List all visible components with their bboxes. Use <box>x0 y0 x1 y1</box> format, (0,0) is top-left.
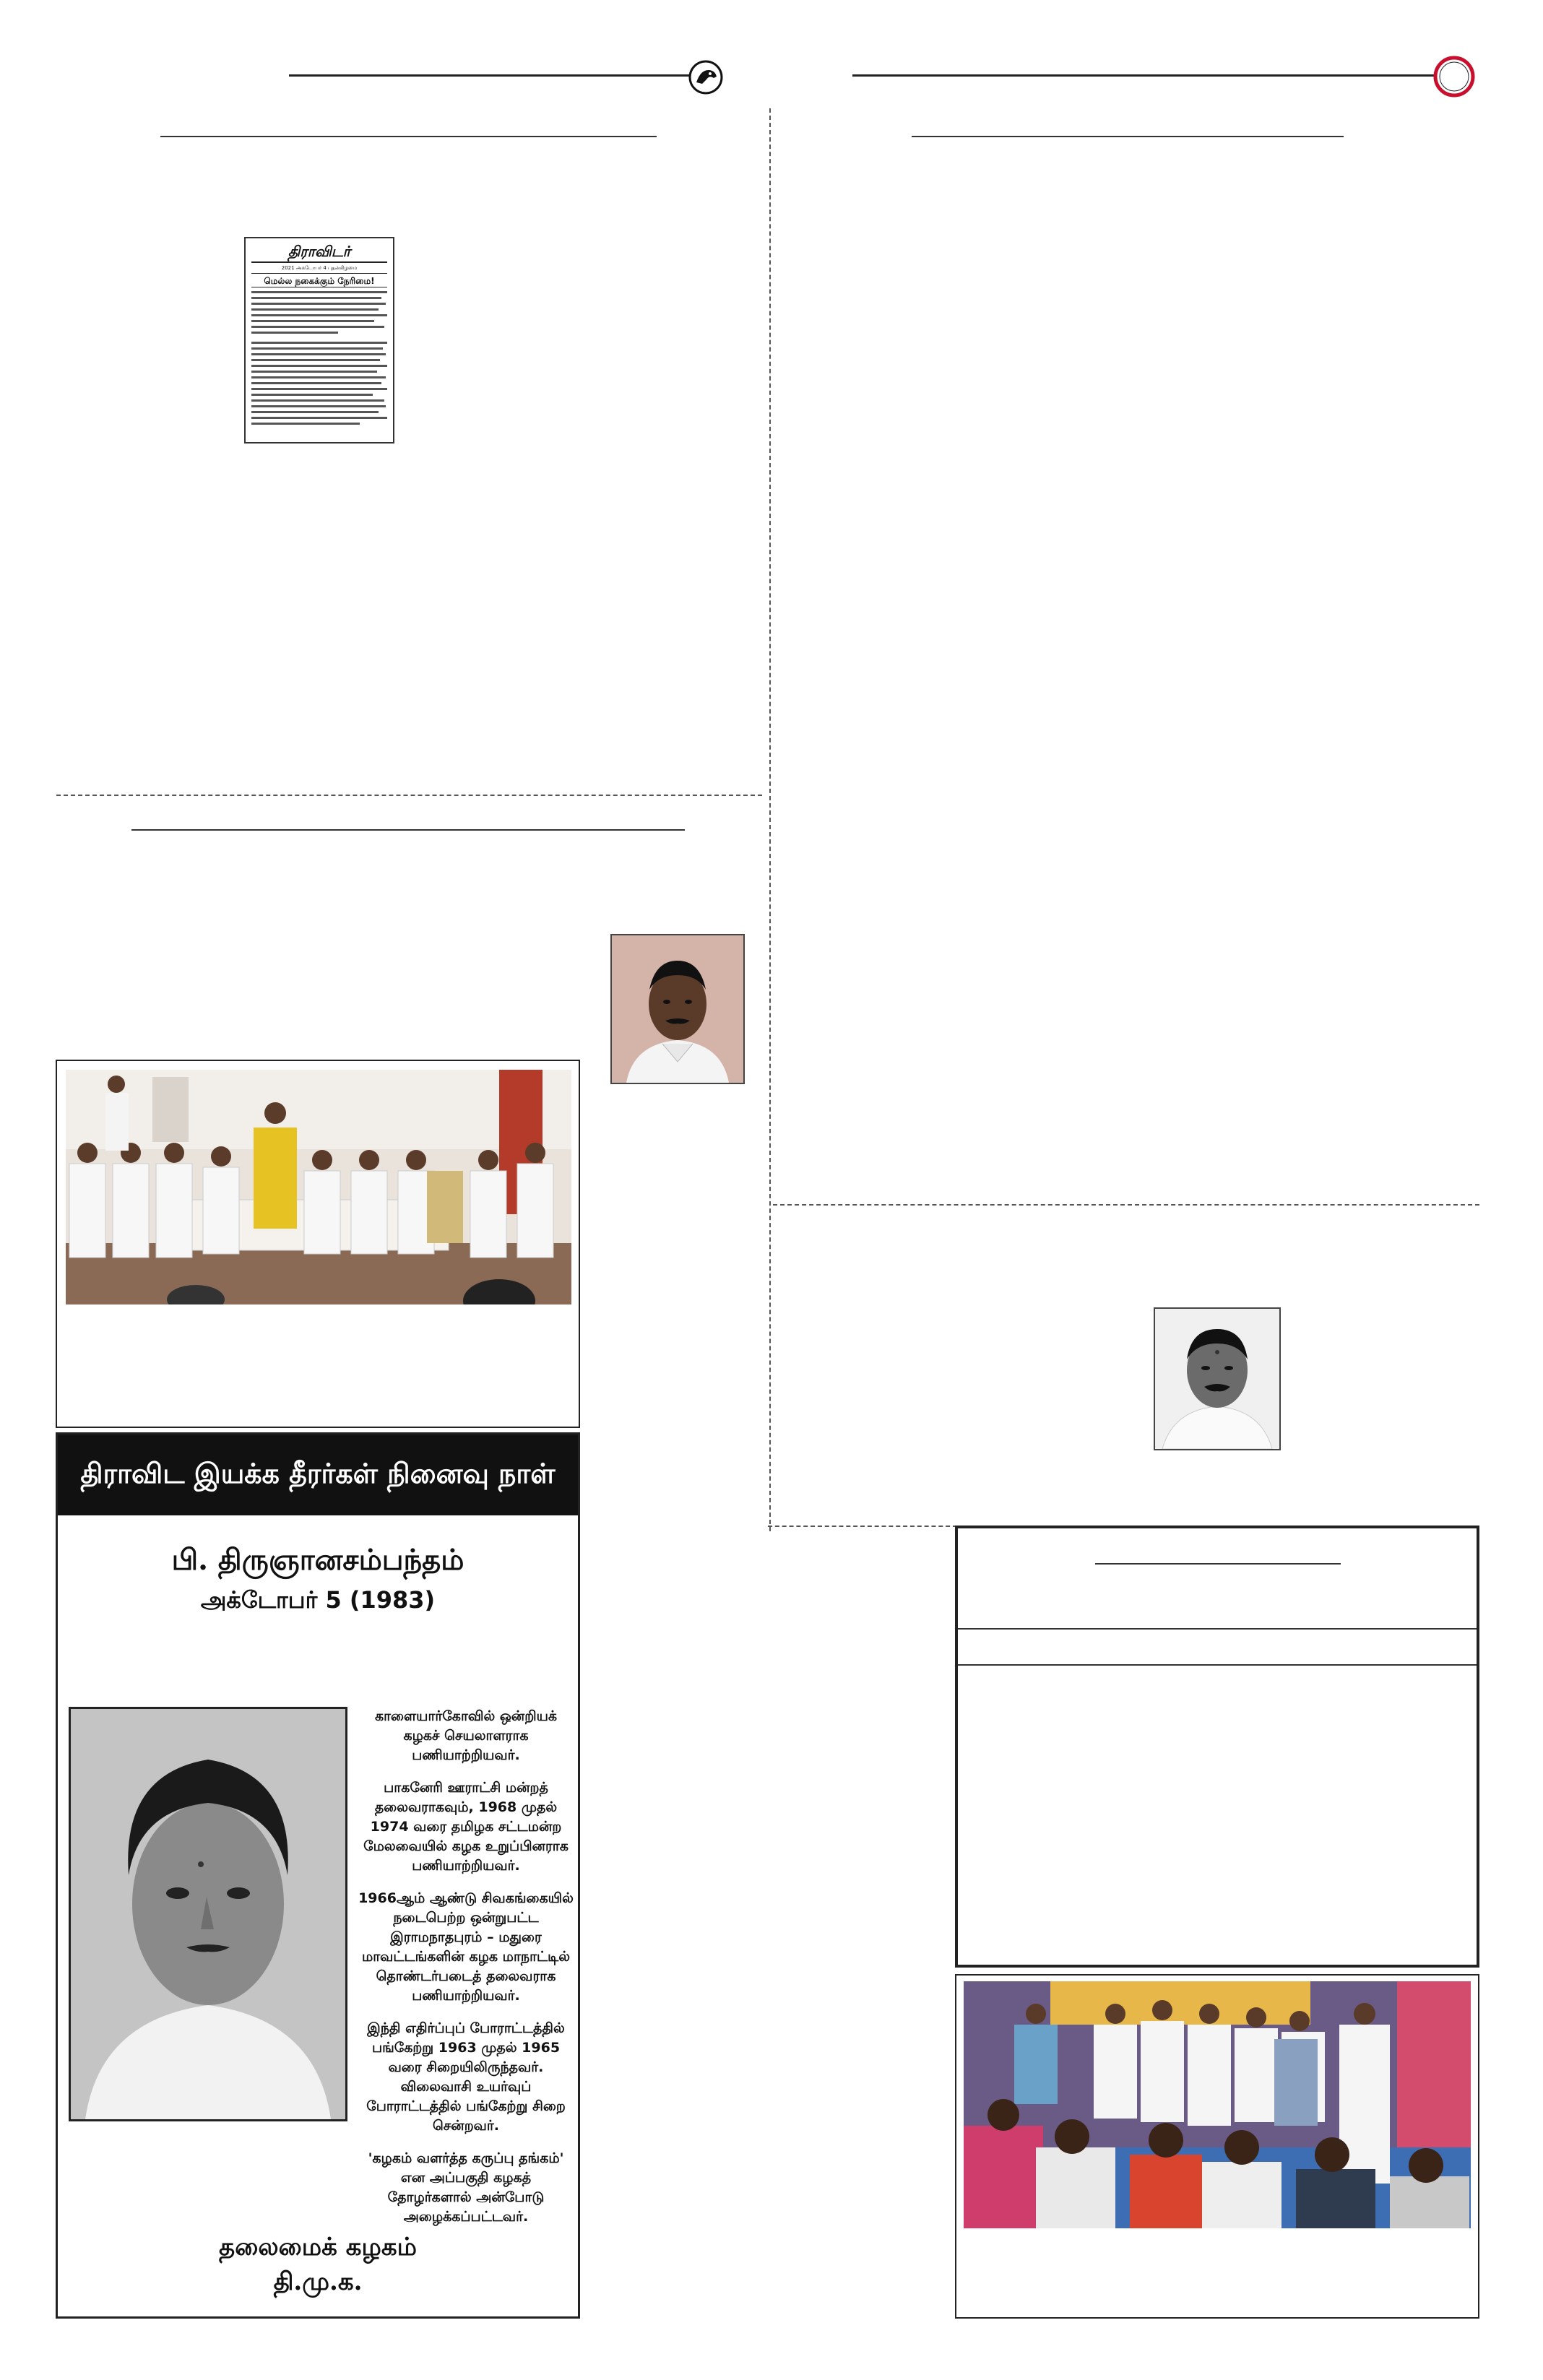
memorial-name: பி. திருஞானசம்பந்தம் <box>171 1543 464 1577</box>
right-section-divider <box>773 1204 1479 1206</box>
notice-title-rule <box>1095 1563 1341 1565</box>
meeting-photo <box>66 1070 571 1304</box>
notice-divider-1 <box>958 1628 1477 1630</box>
memorial-bio-item: காளையார்கோவில் ஒன்றியக் கழகச் செயலாளராக பணியாற்றியவர். <box>374 1708 558 1763</box>
memorial-banner <box>58 1435 578 1515</box>
memorial-footer-line2: தி.மு.க. <box>273 2267 363 2296</box>
newspaper-clipping <box>244 237 394 443</box>
right-bottom-divider <box>768 1526 957 1527</box>
red-circle-emblem-icon <box>1432 55 1476 98</box>
right-article-title-rule <box>912 136 1344 137</box>
clipping-headline: மெல்ல நகைக்கும் நேரிமை! <box>251 275 387 287</box>
memorial-footer-line1: தலைமைக் கழகம் <box>219 2233 417 2262</box>
header-rule-right <box>852 74 1434 77</box>
memorial-banner-title: திராவிட இயக்க தீரர்கள் நினைவு நாள் <box>80 1456 556 1489</box>
clipping-masthead: திராவிடர் <box>288 243 351 260</box>
notice-divider-2 <box>958 1664 1477 1666</box>
rising-sun-emblem-icon <box>688 59 724 95</box>
left-section-divider <box>56 795 762 796</box>
memorial-bio <box>358 1707 574 2240</box>
portrait-photo-leader <box>1154 1307 1281 1450</box>
crowd-photo-box <box>955 1974 1479 2319</box>
memorial-bio-item: 'கழகம் வளர்த்த கருப்பு தங்கம்' என அப்பகுதி கழகத் தோழர்களால் அன்போடு அழைக்கப்பட்டவர். <box>368 2150 564 2225</box>
header-rule-left <box>289 74 690 77</box>
right-notice-box <box>955 1526 1479 1968</box>
crowd-photo <box>964 1981 1471 2228</box>
column-divider <box>769 108 771 1531</box>
meeting-photo-box <box>56 1060 580 1428</box>
left-article-title-rule <box>160 136 657 137</box>
memorial-box <box>56 1432 580 2319</box>
left-second-title-rule <box>131 829 685 831</box>
portrait-photo-official <box>610 934 745 1084</box>
memorial-bio-item: 1966ஆம் ஆண்டு சிவகங்கையில் நடைபெற்ற ஒன்றுபட்ட இராமநாதபுரம் – மதுரை மாவட்டங்களின் கழக மாநாட்டில் தொண்டர்படைத் தலைவராக பணியாற்றியவர். <box>358 1890 574 2004</box>
memorial-bio-item: இந்தி எதிர்ப்புப் போராட்டத்தில் பங்கேற்று 1963 முதல் 1965 வரை சிறையிலிருந்தவர். விலைவாசி உயர்வுப் போராட்டத்தில் பங்கேற்று சிறை சென்றவர். <box>366 2020 566 2134</box>
clipping-dateline: 2021 அக்டோபர் 4 புதன்கிழமை <box>281 265 358 271</box>
memorial-portrait <box>69 1707 347 2121</box>
memorial-bio-item: பாகனேரி ஊராட்சி மன்றத் தலைவராகவும், 1968 முதல் 1974 வரை தமிழக சட்டமன்ற மேலவையில் கழக உறுப்பினராக பணியாற்றியவர். <box>363 1780 569 1874</box>
clipping-body-text <box>251 290 389 434</box>
memorial-date: அக்டோபர் 5 (1983) <box>200 1586 436 1614</box>
